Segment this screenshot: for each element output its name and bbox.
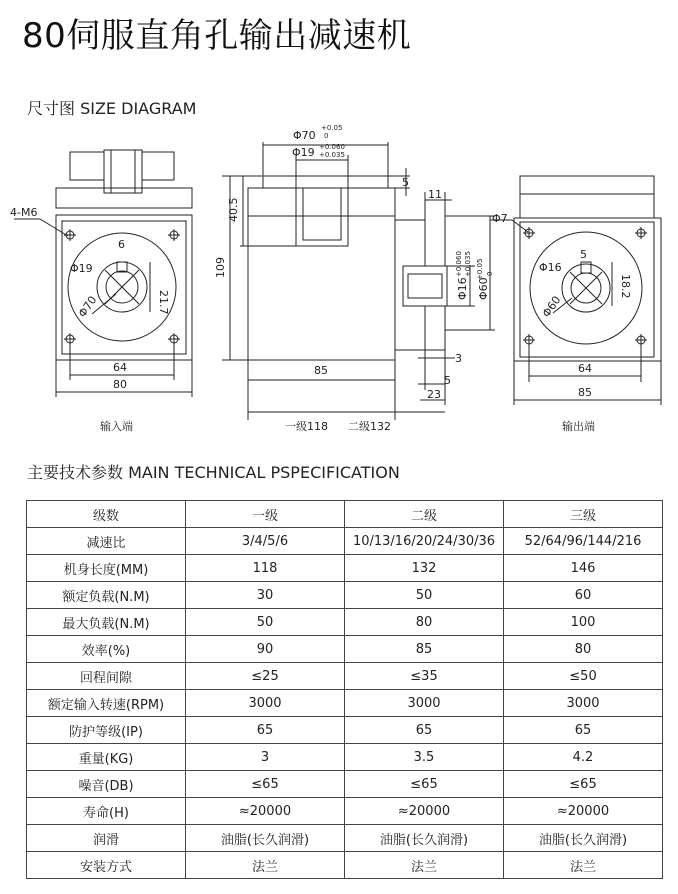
dim-d16-tol-hi: +0.060 bbox=[455, 251, 463, 277]
dim-pcd-right: Φ60 bbox=[539, 293, 564, 320]
spec-header-cell: 三级 bbox=[504, 501, 663, 528]
spec-row bbox=[27, 852, 663, 879]
dim-23: 23 bbox=[427, 388, 441, 401]
dim-key-right: 5 bbox=[580, 248, 587, 261]
spec-value-cell: 法兰 bbox=[345, 852, 504, 879]
dim-top-od-tol-hi: +0.05 bbox=[321, 124, 343, 132]
spec-row bbox=[27, 825, 663, 852]
dim-11: 11 bbox=[428, 188, 442, 201]
dim-109: 109 bbox=[214, 257, 227, 278]
spec-value-cell: ≤65 bbox=[504, 771, 663, 798]
spec-value-cell: 3 bbox=[186, 744, 345, 771]
spec-value-cell: 132 bbox=[345, 555, 504, 582]
spec-param-name: 重量(KG) bbox=[27, 744, 186, 771]
spec-param-name: 防护等级(IP) bbox=[27, 717, 186, 744]
spec-value-cell: 3000 bbox=[345, 690, 504, 717]
spec-row bbox=[27, 663, 663, 690]
spec-row bbox=[27, 771, 663, 798]
spec-header-cell: 级数 bbox=[27, 501, 186, 528]
spec-row bbox=[27, 609, 663, 636]
dim-pcd-left: Φ70 bbox=[75, 293, 100, 320]
dim-top-od: Φ70 bbox=[293, 129, 316, 142]
dim-5-top: 5 bbox=[402, 176, 409, 189]
spec-value-cell: 65 bbox=[345, 717, 504, 744]
dim-85-mid: 85 bbox=[314, 364, 328, 377]
spec-value-cell: 65 bbox=[186, 717, 345, 744]
spec-header-cell: 一级 bbox=[186, 501, 345, 528]
spec-value-cell: ≤65 bbox=[186, 771, 345, 798]
spec-value-cell: 3/4/5/6 bbox=[186, 528, 345, 555]
spec-value-cell: 65 bbox=[504, 717, 663, 744]
spec-param-name: 效率(%) bbox=[27, 636, 186, 663]
spec-value-cell: 3000 bbox=[186, 690, 345, 717]
spec-value-cell: ≤50 bbox=[504, 663, 663, 690]
spec-value-cell: 油脂(长久润滑) bbox=[504, 825, 663, 852]
dim-holes-right: Φ7 bbox=[492, 212, 508, 225]
page-title: 80伺服直角孔输出减速机 bbox=[22, 16, 412, 56]
dim-inner-left: 64 bbox=[113, 361, 127, 374]
spec-param-name: 额定负载(N.M) bbox=[27, 582, 186, 609]
dim-top-od-tol-lo: 0 bbox=[324, 132, 329, 140]
spec-row bbox=[27, 528, 663, 555]
spec-table bbox=[26, 500, 663, 879]
spec-value-cell: 油脂(长久润滑) bbox=[345, 825, 504, 852]
spec-value-cell: ≈20000 bbox=[504, 798, 663, 825]
dim-d16: Φ16 bbox=[456, 277, 469, 300]
dim-d60: Φ60 bbox=[477, 277, 490, 300]
spec-value-cell: 法兰 bbox=[504, 852, 663, 879]
spec-row bbox=[27, 555, 663, 582]
dim-top-bore-tol-hi: +0.060 bbox=[319, 143, 345, 151]
dim-keyh-left: 21.7 bbox=[157, 290, 170, 315]
input-end-view bbox=[14, 150, 192, 397]
spec-value-cell: 146 bbox=[504, 555, 663, 582]
spec-value-cell: 10/13/16/20/24/30/36 bbox=[345, 528, 504, 555]
size-diagram bbox=[0, 120, 678, 440]
spec-param-name: 机身长度(MM) bbox=[27, 555, 186, 582]
spec-param-name: 额定输入转速(RPM) bbox=[27, 690, 186, 717]
spec-row bbox=[27, 744, 663, 771]
spec-param-name: 安装方式 bbox=[27, 852, 186, 879]
spec-value-cell: 50 bbox=[345, 582, 504, 609]
spec-row bbox=[27, 717, 663, 744]
spec-value-cell: 80 bbox=[345, 609, 504, 636]
spec-value-cell: 85 bbox=[345, 636, 504, 663]
spec-value-cell: 油脂(长久润滑) bbox=[186, 825, 345, 852]
spec-value-cell: 80 bbox=[504, 636, 663, 663]
size-diagram-heading: 尺寸图 SIZE DIAGRAM bbox=[27, 99, 197, 118]
dim-bore-right: Φ16 bbox=[539, 261, 562, 274]
spec-value-cell: 3000 bbox=[504, 690, 663, 717]
spec-param-name: 减速比 bbox=[27, 528, 186, 555]
spec-value-cell: 4.2 bbox=[504, 744, 663, 771]
spec-param-name: 噪音(DB) bbox=[27, 771, 186, 798]
dim-key-left: 6 bbox=[118, 238, 125, 251]
dim-d60-tol-lo: 0 bbox=[486, 271, 494, 276]
dim-inner-right: 64 bbox=[578, 362, 592, 375]
caption-output-end: 输出端 bbox=[562, 420, 595, 433]
caption-stage-one: 一级118 bbox=[285, 420, 328, 433]
spec-row bbox=[27, 636, 663, 663]
caption-input-end: 输入端 bbox=[100, 420, 133, 433]
spec-row bbox=[27, 690, 663, 717]
spec-param-name: 寿命(H) bbox=[27, 798, 186, 825]
spec-row bbox=[27, 798, 663, 825]
dim-holes-left: 4-M6 bbox=[10, 206, 38, 219]
spec-value-cell: 100 bbox=[504, 609, 663, 636]
spec-header-row bbox=[27, 501, 663, 528]
spec-param-name: 最大负载(N.M) bbox=[27, 609, 186, 636]
spec-value-cell: 118 bbox=[186, 555, 345, 582]
spec-value-cell: 3.5 bbox=[345, 744, 504, 771]
caption-stage-two: 二级132 bbox=[348, 420, 391, 433]
dim-keyh-right: 18.2 bbox=[619, 274, 632, 299]
spec-value-cell: 法兰 bbox=[186, 852, 345, 879]
dim-5-bottom: 5 bbox=[444, 374, 451, 387]
spec-param-name: 回程间隙 bbox=[27, 663, 186, 690]
spec-header-cell: 二级 bbox=[345, 501, 504, 528]
output-end-view bbox=[490, 176, 661, 405]
dim-top-bore: Φ19 bbox=[292, 146, 315, 159]
spec-value-cell: 60 bbox=[504, 582, 663, 609]
dim-d16-tol-lo: +0.035 bbox=[464, 251, 472, 277]
spec-value-cell: ≤65 bbox=[345, 771, 504, 798]
spec-value-cell: ≈20000 bbox=[186, 798, 345, 825]
dim-3: 3 bbox=[455, 352, 462, 365]
spec-value-cell: 52/64/96/144/216 bbox=[504, 528, 663, 555]
spec-param-name: 润滑 bbox=[27, 825, 186, 852]
dim-outer-left: 80 bbox=[113, 378, 127, 391]
spec-value-cell: 90 bbox=[186, 636, 345, 663]
spec-value-cell: ≤25 bbox=[186, 663, 345, 690]
dim-d60-tol-hi: +0.05 bbox=[476, 258, 484, 280]
side-view bbox=[222, 142, 495, 420]
dim-40-5: 40.5 bbox=[227, 197, 240, 222]
spec-heading: 主要技术参数 MAIN TECHNICAL PSPECIFICATION bbox=[27, 463, 400, 482]
spec-value-cell: 50 bbox=[186, 609, 345, 636]
dim-outer-right: 85 bbox=[578, 386, 592, 399]
dim-bore-left: Φ19 bbox=[70, 262, 93, 275]
spec-value-cell: ≈20000 bbox=[345, 798, 504, 825]
spec-value-cell: 30 bbox=[186, 582, 345, 609]
dim-top-bore-tol-lo: +0.035 bbox=[319, 151, 345, 159]
spec-row bbox=[27, 582, 663, 609]
spec-value-cell: ≤35 bbox=[345, 663, 504, 690]
